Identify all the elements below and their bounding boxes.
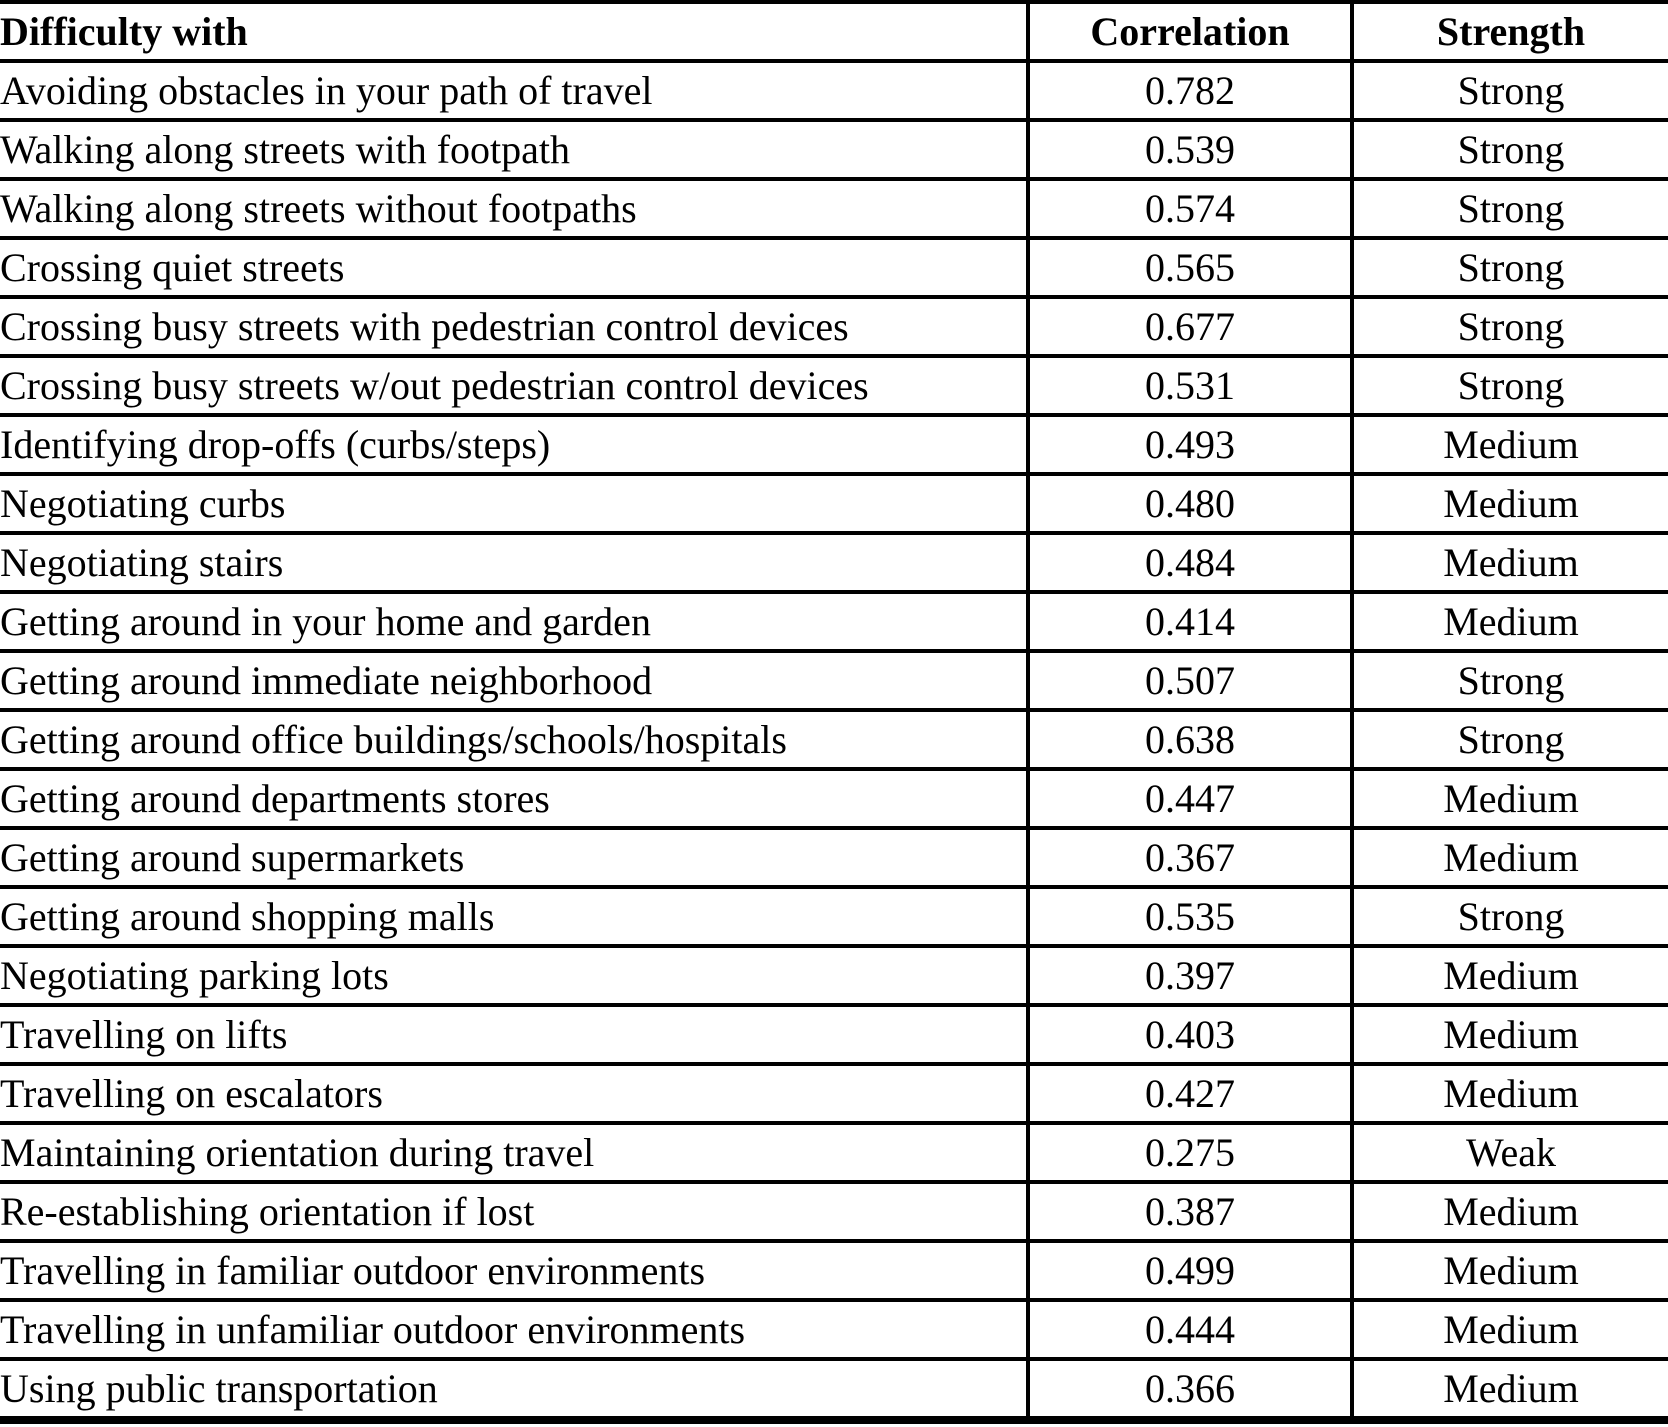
strength-cell: Strong — [1352, 297, 1668, 356]
table-row — [0, 61, 1668, 120]
strength-cell: Medium — [1352, 1300, 1668, 1359]
table-body — [0, 61, 1668, 1420]
correlation-cell: 0.366 — [1028, 1359, 1352, 1420]
difficulty-cell: Travelling on escalators — [0, 1064, 1028, 1123]
difficulty-cell: Using public transportation — [0, 1359, 1028, 1420]
correlation-cell: 0.531 — [1028, 356, 1352, 415]
difficulty-cell: Getting around departments stores — [0, 769, 1028, 828]
strength-cell: Strong — [1352, 61, 1668, 120]
correlation-cell: 0.677 — [1028, 297, 1352, 356]
table-row — [0, 769, 1668, 828]
correlation-cell: 0.535 — [1028, 887, 1352, 946]
correlation-cell: 0.574 — [1028, 179, 1352, 238]
difficulty-cell: Negotiating stairs — [0, 533, 1028, 592]
strength-cell: Medium — [1352, 1182, 1668, 1241]
strength-cell: Strong — [1352, 651, 1668, 710]
correlation-cell: 0.275 — [1028, 1123, 1352, 1182]
strength-cell: Strong — [1352, 238, 1668, 297]
table-row — [0, 297, 1668, 356]
correlation-cell: 0.565 — [1028, 238, 1352, 297]
column-header-strength: Strength — [1352, 2, 1668, 61]
table-row — [0, 238, 1668, 297]
correlation-cell: 0.507 — [1028, 651, 1352, 710]
table-row — [0, 533, 1668, 592]
column-header-difficulty-with: Difficulty with — [0, 2, 1028, 61]
difficulty-cell: Negotiating curbs — [0, 474, 1028, 533]
difficulty-cell: Crossing quiet streets — [0, 238, 1028, 297]
difficulty-cell: Getting around immediate neighborhood — [0, 651, 1028, 710]
table-row — [0, 1241, 1668, 1300]
strength-cell: Strong — [1352, 710, 1668, 769]
table-row — [0, 592, 1668, 651]
strength-cell: Strong — [1352, 120, 1668, 179]
difficulty-cell: Getting around supermarkets — [0, 828, 1028, 887]
table-row — [0, 651, 1668, 710]
table-row — [0, 474, 1668, 533]
strength-cell: Medium — [1352, 1241, 1668, 1300]
correlation-cell: 0.387 — [1028, 1182, 1352, 1241]
difficulty-cell: Re-establishing orientation if lost — [0, 1182, 1028, 1241]
strength-cell: Medium — [1352, 415, 1668, 474]
strength-cell: Medium — [1352, 533, 1668, 592]
strength-cell: Weak — [1352, 1123, 1668, 1182]
correlation-cell: 0.539 — [1028, 120, 1352, 179]
table-row — [0, 828, 1668, 887]
correlation-cell: 0.638 — [1028, 710, 1352, 769]
difficulty-cell: Getting around office buildings/schools/hospitals — [0, 710, 1028, 769]
strength-cell: Medium — [1352, 828, 1668, 887]
difficulty-cell: Crossing busy streets w/out pedestrian control devices — [0, 356, 1028, 415]
difficulty-cell: Avoiding obstacles in your path of travel — [0, 61, 1028, 120]
table-row — [0, 356, 1668, 415]
difficulty-cell: Travelling in familiar outdoor environments — [0, 1241, 1028, 1300]
difficulty-cell: Travelling in unfamiliar outdoor environments — [0, 1300, 1028, 1359]
column-header-correlation: Correlation — [1028, 2, 1352, 61]
correlation-cell: 0.414 — [1028, 592, 1352, 651]
difficulty-cell: Travelling on lifts — [0, 1005, 1028, 1064]
table-row — [0, 415, 1668, 474]
strength-cell: Strong — [1352, 887, 1668, 946]
correlation-cell: 0.499 — [1028, 1241, 1352, 1300]
correlation-cell: 0.782 — [1028, 61, 1352, 120]
table-row — [0, 946, 1668, 1005]
table-row — [0, 1005, 1668, 1064]
table-row — [0, 179, 1668, 238]
difficulty-cell: Walking along streets with footpath — [0, 120, 1028, 179]
correlation-cell: 0.427 — [1028, 1064, 1352, 1123]
difficulty-cell: Getting around shopping malls — [0, 887, 1028, 946]
table-row — [0, 710, 1668, 769]
correlation-cell: 0.484 — [1028, 533, 1352, 592]
header-row — [0, 2, 1668, 61]
correlation-cell: 0.397 — [1028, 946, 1352, 1005]
strength-cell: Medium — [1352, 1359, 1668, 1420]
strength-cell: Strong — [1352, 356, 1668, 415]
strength-cell: Medium — [1352, 1064, 1668, 1123]
difficulty-cell: Maintaining orientation during travel — [0, 1123, 1028, 1182]
strength-cell: Strong — [1352, 179, 1668, 238]
strength-cell: Medium — [1352, 769, 1668, 828]
correlation-cell: 0.447 — [1028, 769, 1352, 828]
difficulty-cell: Crossing busy streets with pedestrian control devices — [0, 297, 1028, 356]
table-row — [0, 1300, 1668, 1359]
table-row — [0, 1182, 1668, 1241]
difficulty-cell: Negotiating parking lots — [0, 946, 1028, 1005]
table-row — [0, 1359, 1668, 1420]
table-row — [0, 1064, 1668, 1123]
difficulty-cell: Identifying drop-offs (curbs/steps) — [0, 415, 1028, 474]
table-row — [0, 1123, 1668, 1182]
correlation-cell: 0.444 — [1028, 1300, 1352, 1359]
table-row — [0, 887, 1668, 946]
strength-cell: Medium — [1352, 1005, 1668, 1064]
correlation-cell: 0.367 — [1028, 828, 1352, 887]
strength-cell: Medium — [1352, 592, 1668, 651]
strength-cell: Medium — [1352, 474, 1668, 533]
correlation-cell: 0.403 — [1028, 1005, 1352, 1064]
difficulty-cell: Walking along streets without footpaths — [0, 179, 1028, 238]
table-header — [0, 2, 1668, 61]
table-row — [0, 120, 1668, 179]
correlation-cell: 0.493 — [1028, 415, 1352, 474]
correlation-cell: 0.480 — [1028, 474, 1352, 533]
strength-cell: Medium — [1352, 946, 1668, 1005]
difficulty-cell: Getting around in your home and garden — [0, 592, 1028, 651]
